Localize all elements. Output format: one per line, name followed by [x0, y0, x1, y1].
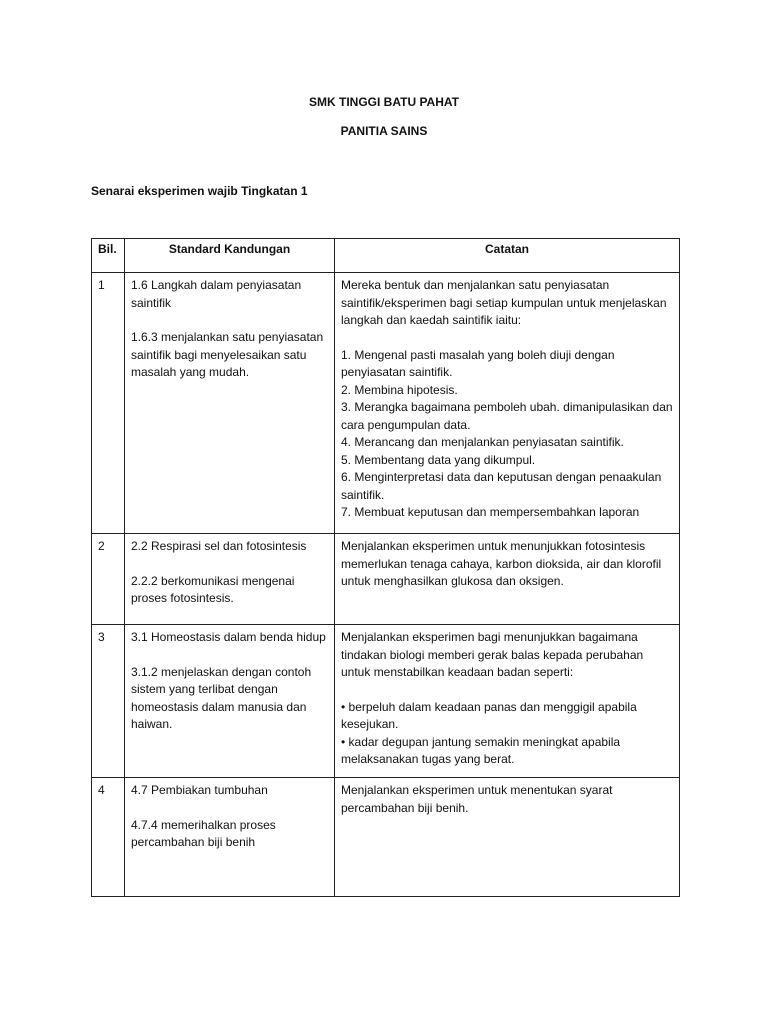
notes-intro: Mereka bentuk dan menjalankan satu penyiasatan saintifik/eksperimen bagi setiap kumpulan untuk menjelaskan langkah dan kaedah saintifik iaitu:	[341, 278, 667, 327]
experiment-table	[91, 238, 680, 897]
table-row	[92, 778, 680, 897]
header-notes: Catatan	[335, 239, 680, 273]
school-name: SMK TINGGI BATU PAHAT	[309, 95, 459, 109]
standard-cell	[125, 273, 335, 534]
standard-cell	[125, 534, 335, 625]
row-number: 3	[92, 625, 125, 778]
standard-sub: 3.1.2 menjelaskan dengan contoh sistem yang terlibat dengan homeostasis dalam manusia dan haiwan.	[131, 664, 312, 731]
notes-item: 7. Membuat keputusan dan mempersembahkan laporan	[341, 505, 640, 519]
table-row	[92, 273, 680, 534]
notes-cell	[335, 778, 680, 897]
notes-item: 5. Membentang data yang dikumpul.	[341, 452, 536, 467]
notes-cell	[335, 273, 680, 534]
table-header-row	[92, 239, 680, 273]
standard-title: 2.2 Respirasi sel dan fotosintesis	[131, 539, 307, 553]
notes-intro: Menjalankan eksperimen untuk menunjukkan fotosintesis memerlukan tenaga cahaya, karbon dioksida, air dan klorofil untuk menghasilkan glukosa dan oksigen.	[341, 539, 662, 588]
document-subtitle: Senarai eksperimen wajib Tingkatan 1	[91, 184, 308, 198]
standard-sub: 4.7.4 memerihalkan proses percambahan biji benih	[131, 817, 276, 849]
standard-title: 1.6 Langkah dalam penyiasatan saintifik	[131, 278, 302, 310]
panel-name: PANITIA SAINS	[340, 124, 428, 138]
notes-intro: Menjalankan eksperimen bagi menunjukkan bagaimana tindakan biologi memberi gerak balas kepada perubahan untuk menstabilkan keadaan badan seperti:	[341, 630, 644, 679]
standard-title: 4.7 Pembiakan tumbuhan	[131, 783, 268, 797]
standard-cell	[125, 625, 335, 778]
notes-item: • berpeluh dalam keadaan panas dan menggigil apabila kesejukan.	[341, 699, 637, 731]
notes-item: 1. Mengenal pasti masalah yang boleh diuji dengan penyiasatan saintifik.	[341, 347, 615, 379]
header-bil: Bil.	[92, 239, 125, 273]
header-standard: Standard Kandungan	[125, 239, 335, 273]
row-number: 2	[92, 534, 125, 625]
standard-sub: 2.2.2 berkomunikasi mengenai proses fotosintesis.	[131, 573, 295, 605]
standard-cell	[125, 778, 335, 897]
notes-cell	[335, 625, 680, 778]
notes-cell	[335, 534, 680, 625]
row-number: 4	[92, 778, 125, 897]
standard-sub: 1.6.3 menjalankan satu penyiasatan saintifik bagi menyelesaikan satu masalah yang mudah.	[131, 330, 324, 379]
row-number: 1	[92, 273, 125, 534]
notes-item: 4. Merancang dan menjalankan penyiasatan saintifik.	[341, 435, 624, 449]
notes-item: 2. Membina hipotesis.	[341, 382, 458, 397]
notes-intro: Menjalankan eksperimen untuk menentukan syarat percambahan biji benih.	[341, 783, 613, 815]
notes-item: • kadar degupan jantung semakin meningkat apabila melaksanakan tugas yang berat.	[341, 734, 621, 766]
table-row	[92, 625, 680, 778]
notes-item: 3. Merangka bagaimana pemboleh ubah. dimanipulasikan dan cara pengumpulan data.	[341, 400, 673, 432]
standard-title: 3.1 Homeostasis dalam benda hidup	[131, 630, 326, 644]
table-row	[92, 534, 680, 625]
notes-item: 6. Menginterpretasi data dan keputusan dengan penaakulan saintifik.	[341, 470, 662, 502]
